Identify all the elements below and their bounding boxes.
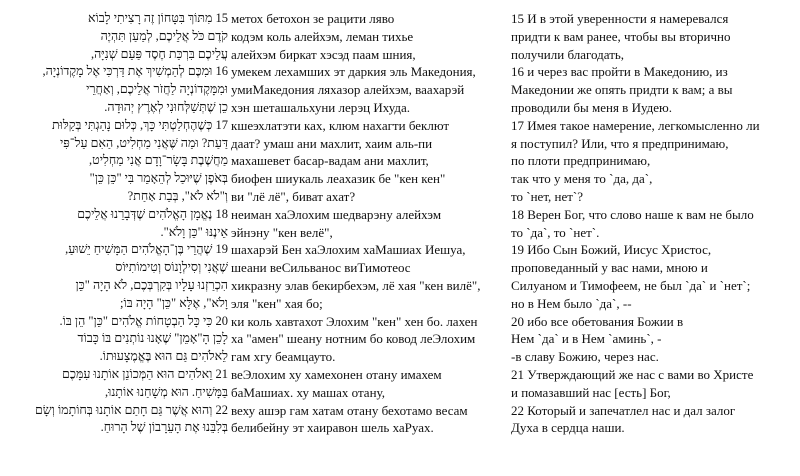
transliteration-line: ви "лё лё", биват ахат? <box>231 188 356 204</box>
hebrew-line: עֲלֵיכֶם בִּרְכַּת חֶסֶד פַּעַם שְׁנִיָּה, <box>91 46 228 61</box>
hebrew-line: 22 וְהוּא אֲשֶׁר גַּם חָתַם אוֹתָנוּ בְּחוֹתָמוֹ וְשָׂם <box>35 402 228 417</box>
transliteration-line: хэн шеташальхуни лерэц Ихуда. <box>231 99 411 115</box>
hebrew-line: 21 וֵאלֹהִים הוּא הַמְּכוֹנֵן אוֹתָנוּ עִמָּכֶם <box>62 366 228 381</box>
transliteration-line: гам хгу беамцауто. <box>231 349 336 365</box>
hebrew-line: בְּאֹפֶן שֶׁיּוּכַל לְהֵאָמֵר בִּי "כֵּן כֵּן" <box>89 171 228 186</box>
russian-line: 16 и через вас пройти в Македонию, из <box>511 64 728 80</box>
transliteration-line: ха "амен" шеану нотним бо ковод леЭлохим <box>231 331 476 347</box>
russian-line: то `да`, то `нет`. <box>511 224 600 240</box>
hebrew-column <box>6 10 228 437</box>
russian-line: 20 ибо все обетования Божии в <box>511 313 684 329</box>
hebrew-line: הִכְרַזְנוּ עָלָיו בְּקִרְבְּכֶם, לֹא הָיָה "כֵּן <box>75 277 228 292</box>
hebrew-line: וְ"לֹא לֹא", בְּבַת אַחַת? <box>127 188 228 203</box>
hebrew-line: אֵינֶנּוּ "כֵּן וָלֹא". <box>160 224 228 239</box>
russian-column <box>511 10 797 437</box>
hebrew-line: 19 שֶׁהֲרֵי בֶּן־הָאֱלֹהִים הַמָּשִׁיחַ יֵשׁוּעַ, <box>65 242 228 257</box>
hebrew-line: מַחֲשֶׁבֶת בָּשָׂר־וָדָם אֲנִי מַחְלִיט, <box>89 153 228 168</box>
hebrew-line: לֵאלֹהִים גַּם הוּא בֶּאֱמֶצָעוּתוֹ. <box>99 349 228 364</box>
transliteration-line: умекем лехамших эт даркия эль Македония, <box>231 64 476 80</box>
transliteration-column <box>231 10 501 437</box>
transliteration-line: веЭлохим ху хамехонен отану имахем <box>231 366 442 382</box>
transliteration-line: эйнэну "кен велё", <box>231 224 333 240</box>
russian-line: Македонии же опять придти к вам; а вы <box>511 82 733 98</box>
russian-line: то `нет, нет`? <box>511 188 584 204</box>
russian-line: и помазавший нас [есть] Бог, <box>511 384 671 400</box>
russian-line: придти к вам ранее, чтобы вы вторично <box>511 28 731 44</box>
russian-line: Силуаном и Тимофеем, не был `да` и `нет`; <box>511 277 751 293</box>
hebrew-line: 18 נֶאֱמָן הָאֱלֹהִים שֶׁדְּבָרֵנוּ אֲלֵיכֶם <box>77 206 228 221</box>
transliteration-line: белибейну эт хаиравон шель хаРуах. <box>231 420 434 436</box>
hebrew-line: שֶׁאֲנִי וְסִילְוָנוֹס וְטִימוֹתִיּוֹס <box>115 260 228 275</box>
russian-line: так что у меня то `да, да`, <box>511 171 653 187</box>
transliteration-line: кшеэхлатэти ках, клюм нахагти беклют <box>231 117 450 133</box>
russian-line: по плоти предпринимаю, <box>511 153 651 169</box>
russian-line: 21 Утверждающий же нас с вами во Христе <box>511 366 754 382</box>
russian-line: но в Нем было `да`, -- <box>511 295 632 311</box>
hebrew-line: 17 כְּשֶׁהֶחְלַטְתִּי כָּךְ, כְּלוּם נָהַגְתִּי בְּקַלּוּת <box>52 117 228 132</box>
transliteration-line: алейхэм биркат хэсэд паам шния, <box>231 46 416 62</box>
russian-line: получили благодать, <box>511 46 625 62</box>
hebrew-line: וּמִמָּקֶדוֹנְיָה לַחֲזֹר אֲלֵיכֶם, וְאַחֲרֵי <box>86 82 228 97</box>
hebrew-line: בַּמָּשִׁיחַ. הוּא מְשָׁחַנוּ אוֹתָנוּ, <box>105 384 228 399</box>
hebrew-line: קֹדֶם כֹּל אֲלֵיכֶם, לְמַעַן תִּהְיֶה <box>100 28 228 43</box>
russian-line: 15 И в этой уверенности я намеревался <box>511 11 729 26</box>
russian-line: я поступил? Или, что я предпринимаю, <box>511 135 729 151</box>
transliteration-line: кодэм коль алейхэм, леман тихье <box>231 28 414 44</box>
russian-line: 17 Имея такое намерение, легкомысленно ли <box>511 117 760 133</box>
transliteration-line: ки коль хавтахот Элохим "кен" хен бо. лахен <box>231 313 478 329</box>
transliteration-line: хикразну элав бекирбехэм, лё хая "кен вилё", <box>231 277 481 293</box>
transliteration-line: метох бетохон зе рацити ляво <box>231 11 395 26</box>
hebrew-line: לָכֵן הָ"אָמֵן" שֶׁאָנוּ נוֹתְנִים בּוֹ כָּבוֹד <box>77 331 228 346</box>
transliteration-line: биофен шиукаль леахазик бе "кен кен" <box>231 171 446 187</box>
hebrew-line: 20 כִּי כָּל הַבְטָחוֹת אֱלֹהִים "כֵּן" הֵן בּוֹ. <box>59 313 228 328</box>
transliteration-line: неиман хаЭлохим шедварэну алейхэм <box>231 206 442 222</box>
transliteration-line: веху ашэр гам хатам отану бехотамо весам <box>231 402 468 418</box>
russian-line: 22 Который и запечатлел нас и дал залог <box>511 402 736 418</box>
russian-line: проповеданный у вас нами, мною и <box>511 260 708 276</box>
russian-line: 19 Ибо Сын Божий, Иисус Христос, <box>511 242 712 258</box>
transliteration-line: умиМакедония ляхазор алейхэм, ваахарэй <box>231 82 465 98</box>
transliteration-line: шеани веСильванос виТимотеос <box>231 260 411 276</box>
russian-line: Нем `да` и в Нем `аминь`, - <box>511 331 662 347</box>
russian-line: 18 Верен Бог, что слово наше к вам не было <box>511 206 754 222</box>
transliteration-line: шахарэй Бен хаЭлохим хаМашиах Иешуа, <box>231 242 466 258</box>
russian-line: -в славу Божию, через нас. <box>511 349 659 365</box>
hebrew-line: כֵן שֶׁתְּשַׁלְּחוּנִי לְאֶרֶץ יְהוּדָה. <box>104 99 228 114</box>
hebrew-line: 15 מִתּוֹךְ בִּטָּחוֹן זֶה רָצִיתִי לָבוֹא <box>88 11 228 25</box>
transliteration-line: даат? умаш ани махлит, хаим аль-пи <box>231 135 433 151</box>
transliteration-line: баМашиах. ху машах отану, <box>231 384 385 400</box>
transliteration-line: эля "кен" хая бо; <box>231 295 323 311</box>
transliteration-line: махашевет басар-вадам ани махлит, <box>231 153 429 169</box>
hebrew-line: וָלֹא", אֶלָּא "כֵּן" הָיָה בּוֹ; <box>120 295 228 310</box>
russian-line: проводили бы меня в Иудею. <box>511 99 672 115</box>
hebrew-line: בְּלִבֵּנוּ אֶת הָעֵרָבוֹן שֶׁל הָרוּחַ. <box>100 420 228 435</box>
hebrew-line: דַּעַת? וּמַה שֶּׁאֲנִי מַחְלִיט, הַאִם עַל־פִּי <box>59 135 228 150</box>
russian-line: Духа в сердца наши. <box>511 420 625 436</box>
hebrew-line: 16 וּמִכֶּם לְהַמְשִׁיךְ אֶת דַּרְכִּי אֶל מָקֶדוֹנְיָה, <box>42 64 228 79</box>
